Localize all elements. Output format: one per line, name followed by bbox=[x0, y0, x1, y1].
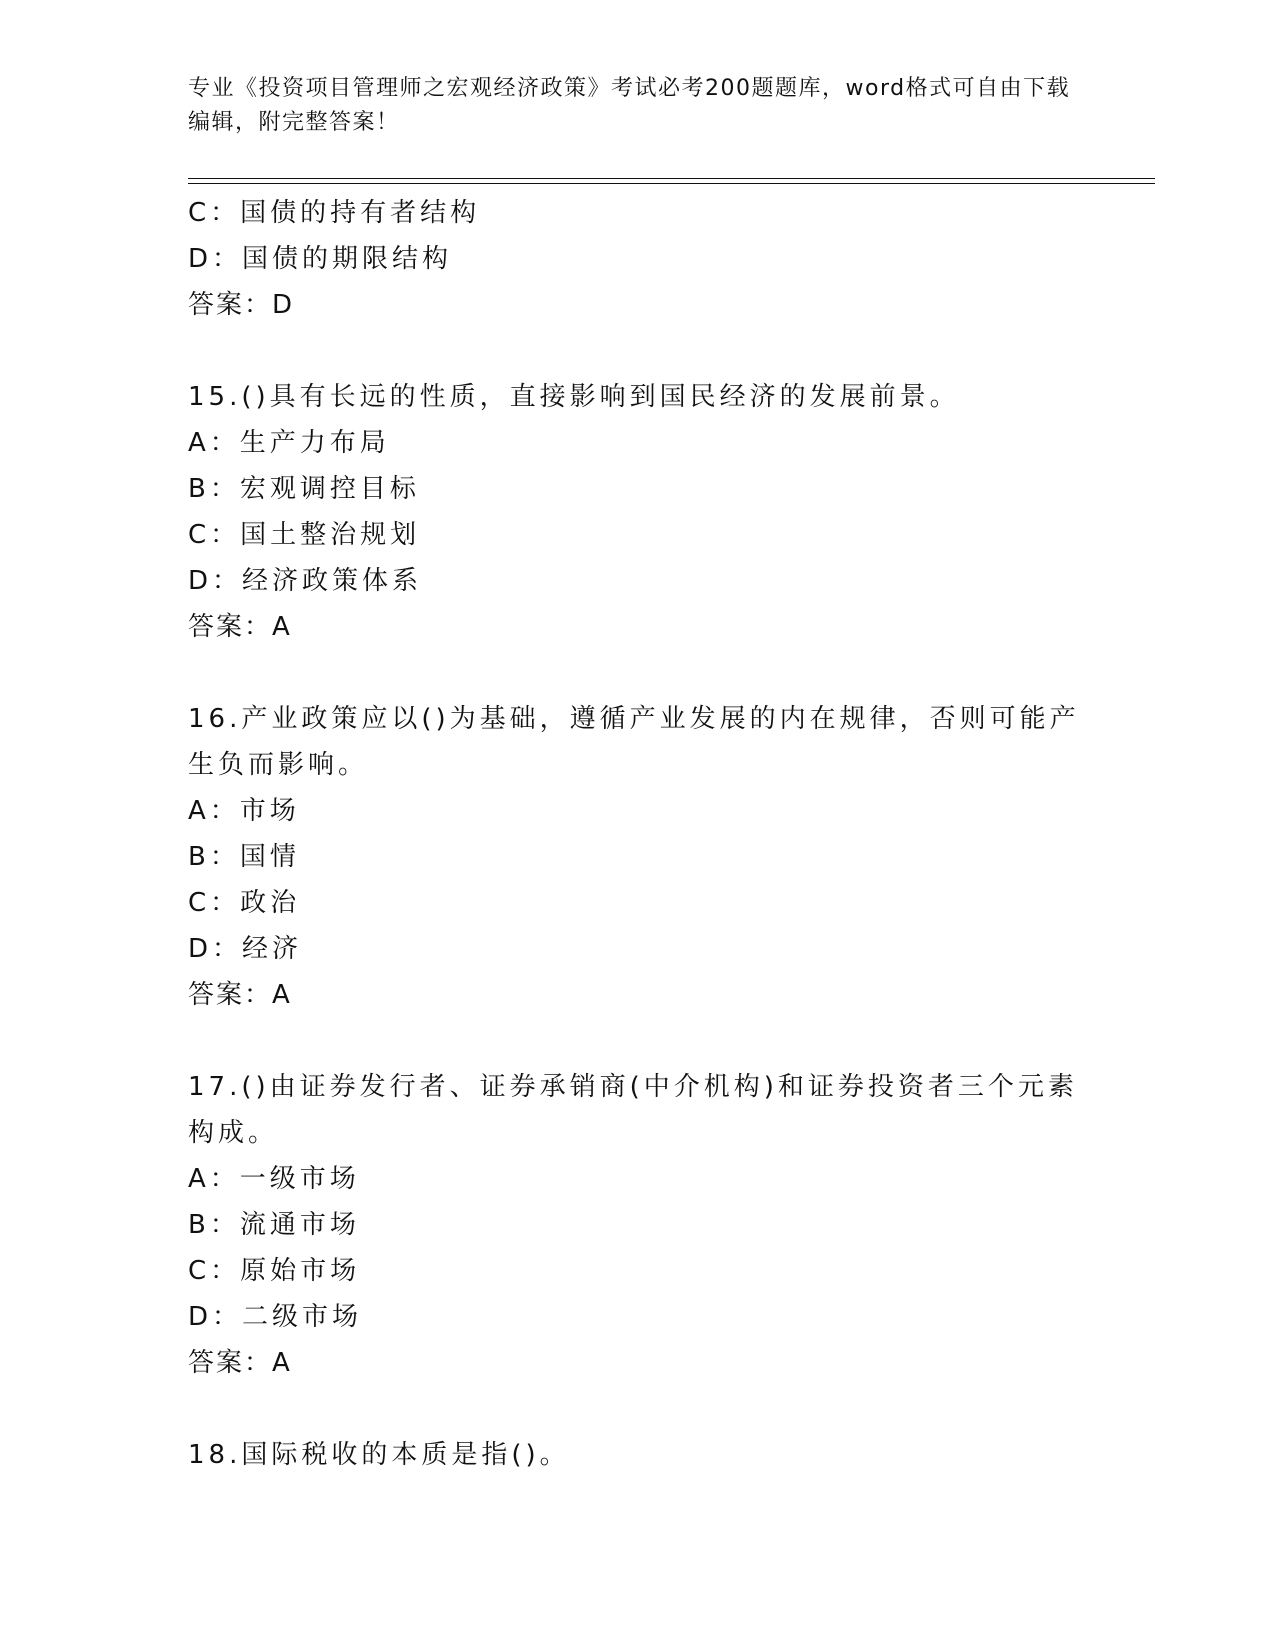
question-list bbox=[188, 190, 1088, 1478]
question-15 bbox=[188, 374, 1088, 650]
option-c: C：国债的持有者结构 bbox=[188, 198, 481, 228]
spacer bbox=[188, 1386, 1088, 1432]
option-a: A：生产力布局 bbox=[188, 428, 390, 458]
document-header bbox=[188, 72, 1088, 140]
header-divider-bottom bbox=[188, 183, 1155, 184]
question-16 bbox=[188, 696, 1088, 1018]
question-text: 16.产业政策应以()为基础，遵循产业发展的内在规律，否则可能产生负而影响。 bbox=[188, 704, 1080, 780]
option-c: C：政治 bbox=[188, 888, 301, 918]
answer: 答案：A bbox=[188, 980, 292, 1010]
answer: 答案：A bbox=[188, 612, 292, 642]
spacer bbox=[188, 328, 1088, 374]
question-text: 17.()由证券发行者、证券承销商(中介机构)和证券投资者三个元素构成。 bbox=[188, 1072, 1078, 1148]
spacer bbox=[188, 650, 1088, 696]
question-18 bbox=[188, 1432, 1088, 1478]
option-c: C：原始市场 bbox=[188, 1256, 361, 1286]
option-b: B：宏观调控目标 bbox=[188, 474, 420, 504]
answer: 答案：A bbox=[188, 1348, 292, 1378]
option-a: A：一级市场 bbox=[188, 1164, 360, 1194]
question-14-continued bbox=[188, 190, 1088, 328]
spacer bbox=[188, 1018, 1088, 1064]
option-c: C：国土整治规划 bbox=[188, 520, 421, 550]
answer: 答案：D bbox=[188, 290, 295, 320]
option-d: D：经济 bbox=[188, 934, 303, 964]
option-d: D：二级市场 bbox=[188, 1302, 363, 1332]
header-divider-top bbox=[188, 178, 1155, 179]
question-text: 15.()具有长远的性质，直接影响到国民经济的发展前景。 bbox=[188, 382, 960, 412]
option-b: B：国情 bbox=[188, 842, 300, 872]
option-a: A：市场 bbox=[188, 796, 300, 826]
option-d: D：国债的期限结构 bbox=[188, 244, 453, 274]
question-text: 18.国际税收的本质是指()。 bbox=[188, 1440, 570, 1470]
header-title: 专业《投资项目管理师之宏观经济政策》考试必考200题题库，word格式可自由下载编辑，附完整答案！ bbox=[188, 76, 1071, 135]
option-d: D：经济政策体系 bbox=[188, 566, 423, 596]
option-b: B：流通市场 bbox=[188, 1210, 360, 1240]
question-17 bbox=[188, 1064, 1088, 1386]
